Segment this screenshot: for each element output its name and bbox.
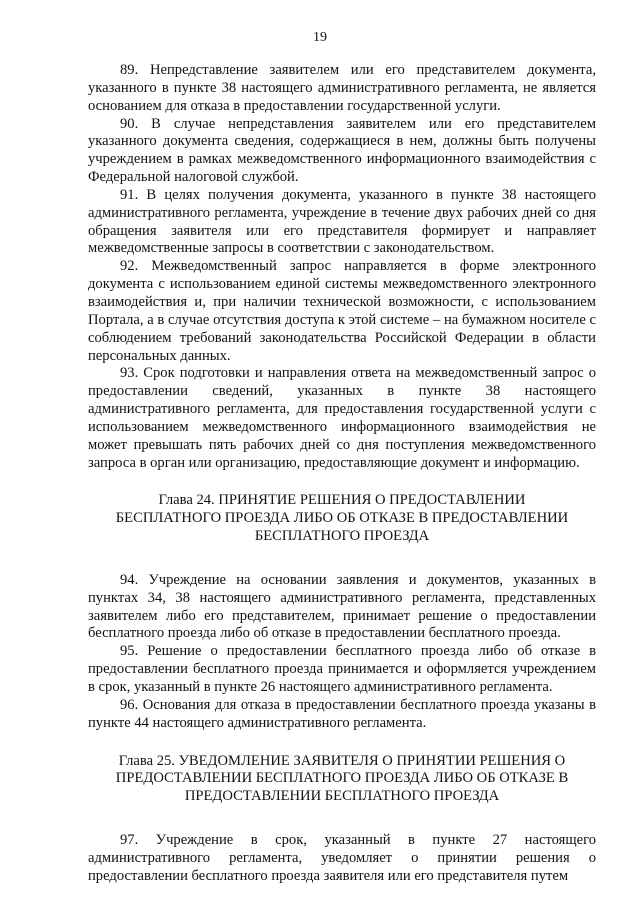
paragraph-96: 96. Основания для отказа в предоставлении бесплатного проезда указаны в пункте 44 настоящего административного регламента. xyxy=(88,696,596,731)
chapter-25-heading-line: ПРЕДОСТАВЛЕНИИ БЕСПЛАТНОГО ПРОЕЗДА ЛИБО ОБ ОТКАЗЕ В xyxy=(115,770,569,787)
chapter-24-heading xyxy=(88,492,596,546)
paragraph-97: 97. Учреждение в срок, указанный в пункте 27 настоящего административного регламента, уведомляет о принятии решения о предоставлении бесплатного проезда заявителя или его представителя путем xyxy=(88,832,596,884)
chapter-25-heading xyxy=(88,753,596,807)
paragraph-95: 95. Решение о предоставлении бесплатного проезда либо об отказе в предоставлении бесплатного проезда принимается и оформляется учреждением в срок, указанный в пункте 26 настоящего административного регламента. xyxy=(88,643,596,695)
chapter-25-heading-line: ПРЕДОСТАВЛЕНИИ БЕСПЛАТНОГО ПРОЕЗДА xyxy=(184,788,500,805)
paragraph-93: 93. Срок подготовки и направления ответа на межведомственный запрос о предоставлении сведений, указанных в пункте 38 настоящего административного регламента, для предоставления государственной услуги с использованием межведомственного информационного взаимодействия не может превышать пять рабочих дней со дня поступления межведомственного запроса в орган или организацию, предоставляющие документ и информацию. xyxy=(88,365,596,471)
paragraph-91: 91. В целях получения документа, указанного в пункте 38 настоящего административного регламента, учреждение в течение двух рабочих дней со дня обращения заявителя или его представителя формирует и направляет межведомственные запросы в соответствии с законодательством. xyxy=(88,186,596,257)
chapter-25-heading-line: Глава 25. УВЕДОМЛЕНИЕ ЗАЯВИТЕЛЯ О ПРИНЯТИИ РЕШЕНИЯ О xyxy=(118,752,566,769)
paragraph-94: 94. Учреждение на основании заявления и документов, указанных в пунктах 34, 38 настоящего административного регламента, представленных заявителем либо его представителем, принимает решение о предоставлении бесплатного проезда либо об отказе в предоставлении бесплатного проезда. xyxy=(88,571,596,642)
chapter-24-heading-line: Глава 24. ПРИНЯТИЕ РЕШЕНИЯ О ПРЕДОСТАВЛЕНИИ xyxy=(158,492,526,509)
chapter-24-heading-line: БЕСПЛАТНОГО ПРОЕЗДА xyxy=(254,528,430,545)
chapter-24-heading-line: БЕСПЛАТНОГО ПРОЕЗДА ЛИБО ОБ ОТКАЗЕ В ПРЕДОСТАВЛЕНИИ xyxy=(115,510,569,527)
document-body xyxy=(88,62,596,886)
paragraph-90: 90. В случае непредставления заявителем или его представителем указанного документа сведения, содержащиеся в нем, должны быть получены учреждением в рамках межведомственного информационного взаимодействия с Федеральной налоговой службой. xyxy=(88,115,596,186)
page-number: 19 xyxy=(313,30,327,45)
paragraph-89: 89. Непредставление заявителем или его представителем документа, указанного в пункте 38 настоящего административного регламента, не является основанием для отказа в предоставлении государственной услуги. xyxy=(88,62,596,114)
paragraph-92: 92. Межведомственный запрос направляется в форме электронного документа с использованием единой системы межведомственного электронного взаимодействия и, при наличии технической возможности, с использованием Портала, а в случае отсутствия доступа к этой системе – на бумажном носителе с соблюдением требований законодательства Российской Федерации в области персональных данных. xyxy=(88,258,596,364)
